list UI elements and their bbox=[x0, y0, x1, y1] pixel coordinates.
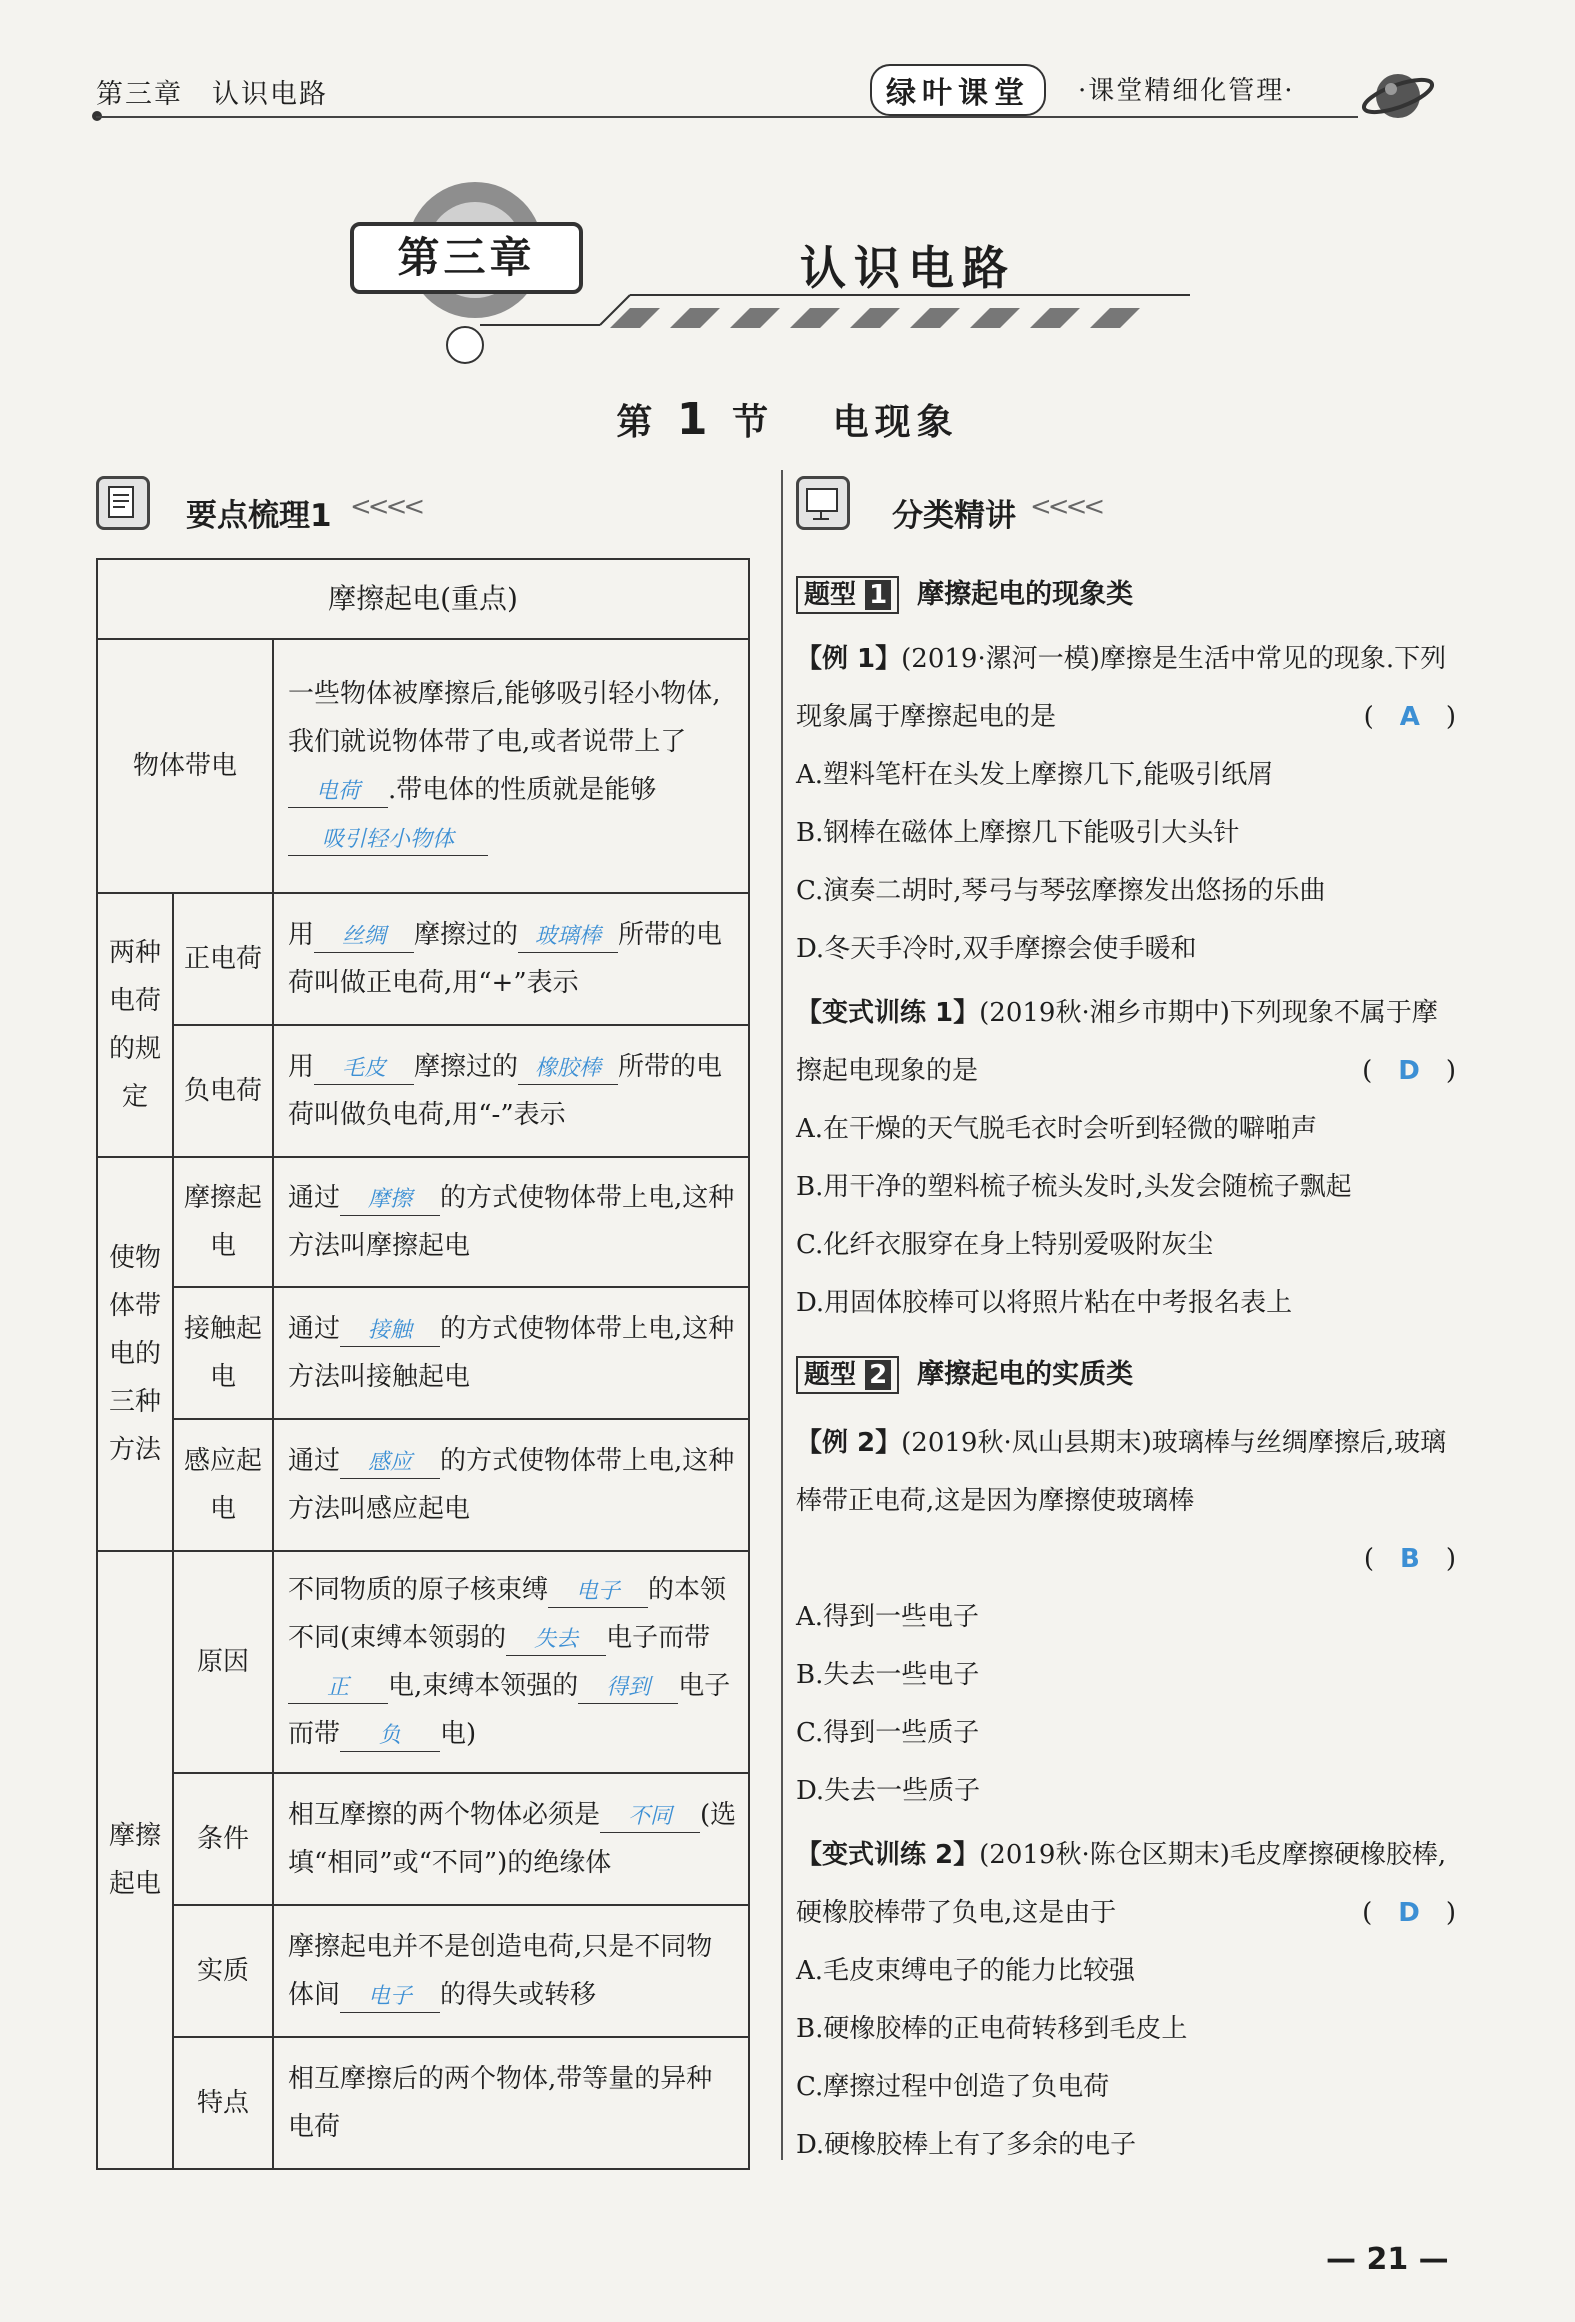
option: B.钢棒在磁体上摩擦几下能吸引大头针 bbox=[796, 818, 1240, 848]
tag-number: 1 bbox=[865, 580, 891, 610]
arrow-decoration-icon: <<<< bbox=[350, 492, 422, 522]
option: A.得到一些电子 bbox=[796, 1602, 980, 1632]
answer-blank: 玻璃棒 bbox=[518, 922, 618, 953]
question-type-title: 摩擦起电的实质类 bbox=[917, 1359, 1134, 1390]
page-number: — 21 — bbox=[1326, 2242, 1449, 2277]
question-type-1-header bbox=[796, 566, 1456, 624]
section-prefix: 第 bbox=[616, 402, 659, 443]
row-body-positive bbox=[273, 893, 749, 1025]
row-body-induction bbox=[273, 1419, 749, 1551]
answer-choice: D bbox=[1398, 1056, 1420, 1086]
text: (选填“相同”或“不同”)的绝缘体 bbox=[288, 1800, 737, 1878]
key-points-table bbox=[96, 558, 750, 2170]
text: 不同物质的原子核束缚 bbox=[288, 1575, 549, 1605]
option: C.化纤衣服穿在身上特别爱吸附灰尘 bbox=[796, 1230, 1214, 1260]
text: 的本领不同(束缚本领弱的 bbox=[288, 1575, 727, 1653]
option: B.失去一些电子 bbox=[796, 1660, 980, 1690]
row-body-contact bbox=[273, 1287, 749, 1419]
text: 的得失或转移 bbox=[440, 1980, 597, 2010]
header-rule bbox=[96, 116, 1358, 118]
variant-label: 【变式训练 1】 bbox=[796, 998, 980, 1028]
example-label: 【例 1】 bbox=[796, 644, 902, 674]
answer-blank: 不同 bbox=[600, 1802, 700, 1833]
planet-icon bbox=[1358, 56, 1438, 136]
option: B.硬橡胶棒的正电荷转移到毛皮上 bbox=[796, 2014, 1188, 2044]
question-type-2-header bbox=[796, 1346, 1456, 1404]
running-header-chapter: 第三章 认识电路 bbox=[96, 79, 328, 110]
example-label: 【例 2】 bbox=[796, 1428, 902, 1458]
row-body-charged bbox=[273, 639, 749, 893]
row-label-cause: 原因 bbox=[173, 1551, 273, 1773]
group-label-two-charges: 两种电荷的规定 bbox=[97, 893, 173, 1157]
section-number: 1 bbox=[676, 394, 714, 445]
answer-blank: 摩擦 bbox=[340, 1185, 440, 1216]
text: 电子而带 bbox=[606, 1623, 711, 1653]
answer-blank: 得到 bbox=[578, 1673, 678, 1704]
row-body-cause bbox=[273, 1551, 749, 1773]
answer-paren: ( D ) bbox=[1362, 1056, 1456, 1086]
option: D.失去一些质子 bbox=[796, 1776, 981, 1806]
example-text: (2019·漯河一模)摩擦是生活中常见的现象.下列现象属于摩擦起电的是 bbox=[796, 644, 1447, 732]
option: A.在干燥的天气脱毛衣时会听到轻微的噼啪声 bbox=[796, 1114, 1318, 1144]
variant-label: 【变式训练 2】 bbox=[796, 1840, 980, 1870]
tag-text: 题型 bbox=[804, 580, 857, 610]
answer-choice: B bbox=[1400, 1544, 1420, 1574]
section-title bbox=[0, 394, 1575, 445]
row-label-contact: 接触起电 bbox=[173, 1287, 273, 1419]
column-divider bbox=[781, 470, 783, 2160]
text: 相互摩擦的两个物体必须是 bbox=[288, 1800, 601, 1830]
question-type-tag bbox=[796, 1356, 899, 1394]
text: 的方式使物体带上电,这种方法叫接触起电 bbox=[288, 1314, 735, 1392]
option: D.冬天手冷时,双手摩擦会使手暖和 bbox=[796, 934, 1197, 964]
classified-lecture-heading: 分类精讲 bbox=[892, 498, 1016, 534]
example-1 bbox=[796, 630, 1456, 978]
question-type-title: 摩擦起电的现象类 bbox=[917, 579, 1134, 610]
answer-paren: ( B ) bbox=[1363, 1544, 1456, 1574]
variant-2 bbox=[796, 1826, 1456, 2174]
text: 电) bbox=[440, 1719, 477, 1749]
row-body-friction bbox=[273, 1157, 749, 1287]
option: B.用干净的塑料梳子梳头发时,头发会随梳子飘起 bbox=[796, 1172, 1352, 1202]
text: 的方式使物体带上电,这种方法叫感应起电 bbox=[288, 1446, 735, 1524]
option: A.塑料笔杆在头发上摩擦几下,能吸引纸屑 bbox=[796, 760, 1274, 790]
row-label-induction: 感应起电 bbox=[173, 1419, 273, 1551]
row-body-negative bbox=[273, 1025, 749, 1157]
answer-blank: 正 bbox=[288, 1673, 388, 1704]
answer-blank: 橡胶棒 bbox=[518, 1054, 618, 1085]
answer-blank: 感应 bbox=[340, 1448, 440, 1479]
key-points-icon bbox=[96, 476, 150, 530]
option: C.得到一些质子 bbox=[796, 1718, 980, 1748]
group-label-friction-electrification: 摩擦起电 bbox=[97, 1551, 173, 2169]
answer-paren: ( A ) bbox=[1363, 702, 1456, 732]
tag-text: 题型 bbox=[804, 1360, 857, 1390]
text: 通过 bbox=[288, 1183, 341, 1213]
text: .带电体的性质就是能够 bbox=[388, 775, 657, 805]
chapter-label: 第三章 bbox=[350, 222, 583, 294]
text: 所带的电荷叫做正电荷,用“+”表示 bbox=[288, 920, 723, 998]
answer-blank: 失去 bbox=[506, 1625, 606, 1656]
text: 电,束缚本领强的 bbox=[388, 1671, 579, 1701]
row-body-essence bbox=[273, 1905, 749, 2037]
question-type-tag bbox=[796, 576, 899, 614]
text: 用 bbox=[288, 1052, 315, 1082]
group-label-three-methods: 使物体带电的三种方法 bbox=[97, 1157, 173, 1551]
answer-blank: 吸引轻小物体 bbox=[288, 825, 488, 856]
classified-lecture-icon bbox=[796, 476, 850, 530]
section-name: 电现象 bbox=[832, 402, 959, 443]
text: 摩擦过的 bbox=[414, 1052, 519, 1082]
table-title: 摩擦起电(重点) bbox=[97, 559, 749, 639]
row-label-charged: 物体带电 bbox=[97, 639, 273, 893]
section-suffix: 节 bbox=[732, 402, 775, 443]
answer-blank: 毛皮 bbox=[314, 1054, 414, 1085]
brand-subtitle: ·课堂精细化管理· bbox=[1078, 76, 1295, 106]
answer-blank: 接触 bbox=[340, 1316, 440, 1347]
option: C.演奏二胡时,琴弓与琴弦摩擦发出悠扬的乐曲 bbox=[796, 876, 1326, 906]
option: C.摩擦过程中创造了负电荷 bbox=[796, 2072, 1110, 2102]
variant-1 bbox=[796, 984, 1456, 1332]
text: 用 bbox=[288, 920, 315, 950]
text: 通过 bbox=[288, 1314, 341, 1344]
brand-logo-text: 绿叶课堂 bbox=[870, 64, 1046, 116]
row-label-negative: 负电荷 bbox=[173, 1025, 273, 1157]
text: 一些物体被摩擦后,能够吸引轻小物体,我们就说物体带了电,或者说带上了 bbox=[288, 679, 721, 757]
key-points-heading: 要点梳理1 bbox=[186, 498, 332, 534]
text: 摩擦过的 bbox=[414, 920, 519, 950]
option: A.毛皮束缚电子的能力比较强 bbox=[796, 1956, 1136, 1986]
row-label-positive: 正电荷 bbox=[173, 893, 273, 1025]
answer-choice: A bbox=[1399, 702, 1420, 732]
variant-text: (2019秋·湘乡市期中)下列现象不属于摩擦起电现象的是 bbox=[796, 998, 1438, 1086]
row-label-friction: 摩擦起电 bbox=[173, 1157, 273, 1287]
row-body-condition bbox=[273, 1773, 749, 1905]
chapter-title: 认识电路 bbox=[800, 241, 1016, 295]
row-label-condition: 条件 bbox=[173, 1773, 273, 1905]
answer-blank: 电子 bbox=[340, 1982, 440, 2013]
text: 摩擦起电并不是创造电荷,只是不同物体间 bbox=[288, 1932, 713, 2010]
answer-paren: ( D ) bbox=[1362, 1898, 1456, 1928]
row-label-essence: 实质 bbox=[173, 1905, 273, 2037]
tag-number: 2 bbox=[865, 1360, 891, 1390]
example-text: (2019秋·凤山县期末)玻璃棒与丝绸摩擦后,玻璃棒带正电荷,这是因为摩擦使玻璃棒 bbox=[796, 1428, 1447, 1516]
text: 通过 bbox=[288, 1446, 341, 1476]
answer-choice: D bbox=[1398, 1898, 1420, 1928]
row-label-feature: 特点 bbox=[173, 2037, 273, 2169]
text: 电子而带 bbox=[288, 1671, 731, 1749]
answer-blank: 电子 bbox=[548, 1577, 648, 1608]
text: 所带的电荷叫做负电荷,用“-”表示 bbox=[288, 1052, 723, 1130]
answer-blank: 电荷 bbox=[288, 777, 388, 808]
option: D.硬橡胶棒上有了多余的电子 bbox=[796, 2130, 1137, 2160]
text: 的方式使物体带上电,这种方法叫摩擦起电 bbox=[288, 1183, 735, 1261]
answer-blank: 负 bbox=[340, 1721, 440, 1752]
variant-text: (2019秋·陈仓区期末)毛皮摩擦硬橡胶棒,硬橡胶棒带了负电,这是由于 bbox=[796, 1840, 1447, 1928]
answer-blank: 丝绸 bbox=[314, 922, 414, 953]
example-2 bbox=[796, 1414, 1456, 1820]
arrow-decoration-icon: <<<< bbox=[1030, 492, 1102, 522]
row-body-feature: 相互摩擦后的两个物体,带等量的异种电荷 bbox=[273, 2037, 749, 2169]
option: D.用固体胶棒可以将照片粘在中考报名表上 bbox=[796, 1288, 1293, 1318]
